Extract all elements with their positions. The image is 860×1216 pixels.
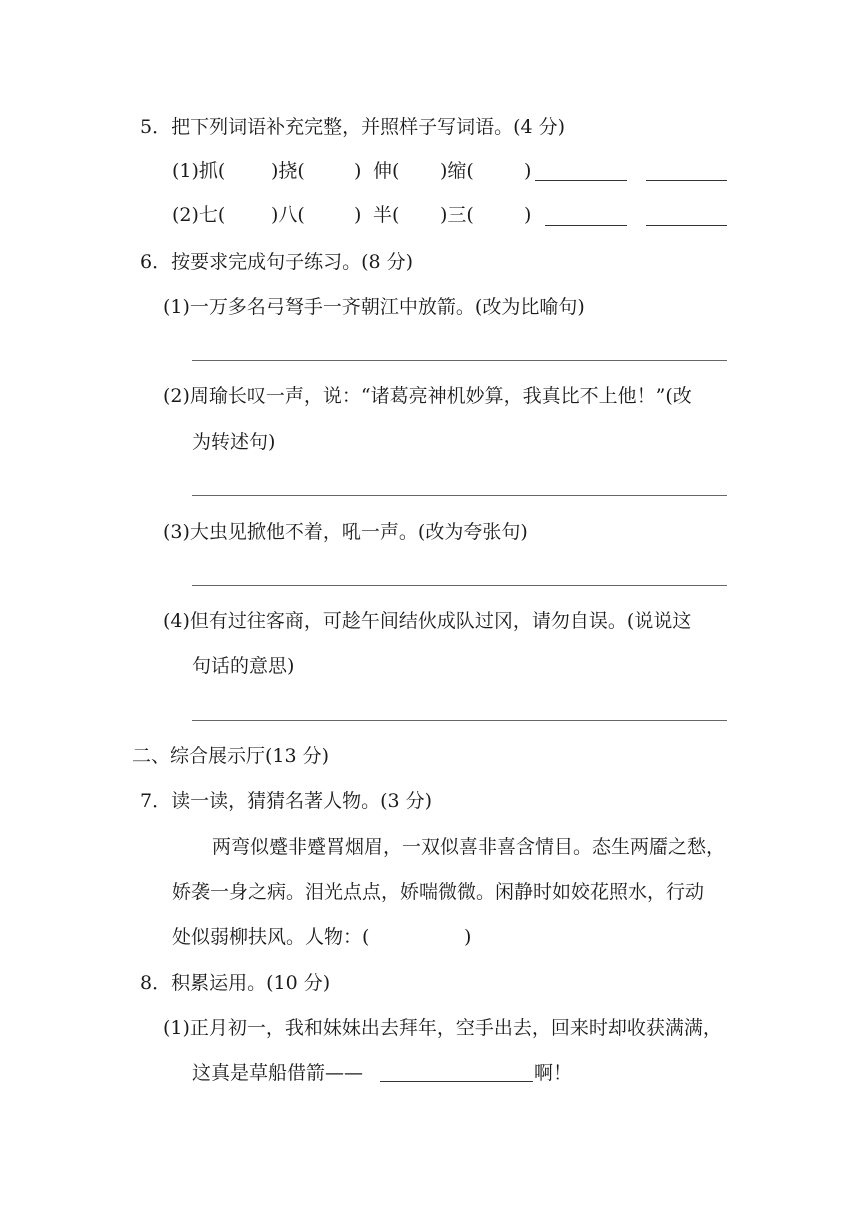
q5-row2-part5: )三(	[440, 204, 474, 226]
q5-row1-part1: (1)抓(	[172, 160, 226, 182]
q7-title: 7．读一读，猜猜名著人物。(3 分)	[140, 790, 433, 812]
q6-title: 6．按要求完成句子练习。(8 分)	[140, 251, 414, 273]
q8-title: 8．积累运用。(10 分)	[140, 972, 331, 994]
q5-title: 5．把下列词语补充完整，并照样子写词语。(4 分)	[140, 116, 566, 138]
q8-s1-line2: 这真是草船借箭——	[192, 1062, 364, 1084]
q5-row1-blank-2[interactable]	[646, 180, 727, 181]
q5-row1-part4: 伸(	[373, 160, 400, 182]
q5-row2-part1: (2)七(	[172, 204, 226, 226]
q5-row2-part4: 半(	[373, 204, 400, 226]
q5-row2-part2: )八(	[271, 204, 305, 226]
q5-row1-part6: )	[524, 160, 532, 182]
q8-s1-blank[interactable]	[380, 1081, 533, 1082]
q7-passage-close-paren: )	[464, 926, 472, 948]
q6-s1-answer-line[interactable]	[192, 360, 727, 361]
section-2-title: 二、综合展示厅(13 分)	[132, 745, 330, 767]
q7-passage-line3: 处似弱柳扶风。人物：(	[172, 926, 370, 948]
q5-row1-part5: )缩(	[440, 160, 474, 182]
q6-s4-line2: 句话的意思)	[192, 655, 295, 677]
q5-row2-part6: )	[524, 204, 532, 226]
q8-s1-line1: (1)正月初一，我和妹妹出去拜年，空手出去，回来时却收获满满，	[163, 1017, 722, 1039]
q6-s1: (1)一万多名弓弩手一齐朝江中放箭。(改为比喻句)	[163, 296, 585, 318]
q5-row2-blank-2[interactable]	[646, 225, 727, 226]
q5-row1-blank-1[interactable]	[535, 180, 627, 181]
q5-row1-part3: )	[354, 160, 362, 182]
q6-s3-answer-line[interactable]	[192, 585, 727, 586]
q6-s4-line1: (4)但有过往客商，可趁午间结伙成队过冈，请勿自误。(说说这	[163, 610, 692, 632]
q8-s1-line2-end: 啊！	[534, 1062, 573, 1084]
q5-row2-part3: )	[354, 204, 362, 226]
q5-row2-blank-1[interactable]	[545, 225, 627, 226]
q7-passage-line2: 娇袭一身之病。泪光点点，娇喘微微。闲静时如姣花照水，行动	[172, 881, 705, 903]
q5-row1-part2: )挠(	[271, 160, 305, 182]
q6-s2-line2: 为转述句)	[192, 431, 276, 453]
q6-s3: (3)大虫见掀他不着，吼一声。(改为夸张句)	[163, 521, 528, 543]
q6-s2-line1: (2)周瑜长叹一声，说：“诸葛亮神机妙算，我真比不上他！”(改	[163, 385, 692, 407]
q6-s4-answer-line[interactable]	[192, 720, 727, 721]
q7-passage-line1: 两弯似蹙非蹙罥烟眉，一双似喜非喜含情目。态生两靥之愁，	[212, 836, 726, 858]
q6-s2-answer-line[interactable]	[192, 495, 727, 496]
